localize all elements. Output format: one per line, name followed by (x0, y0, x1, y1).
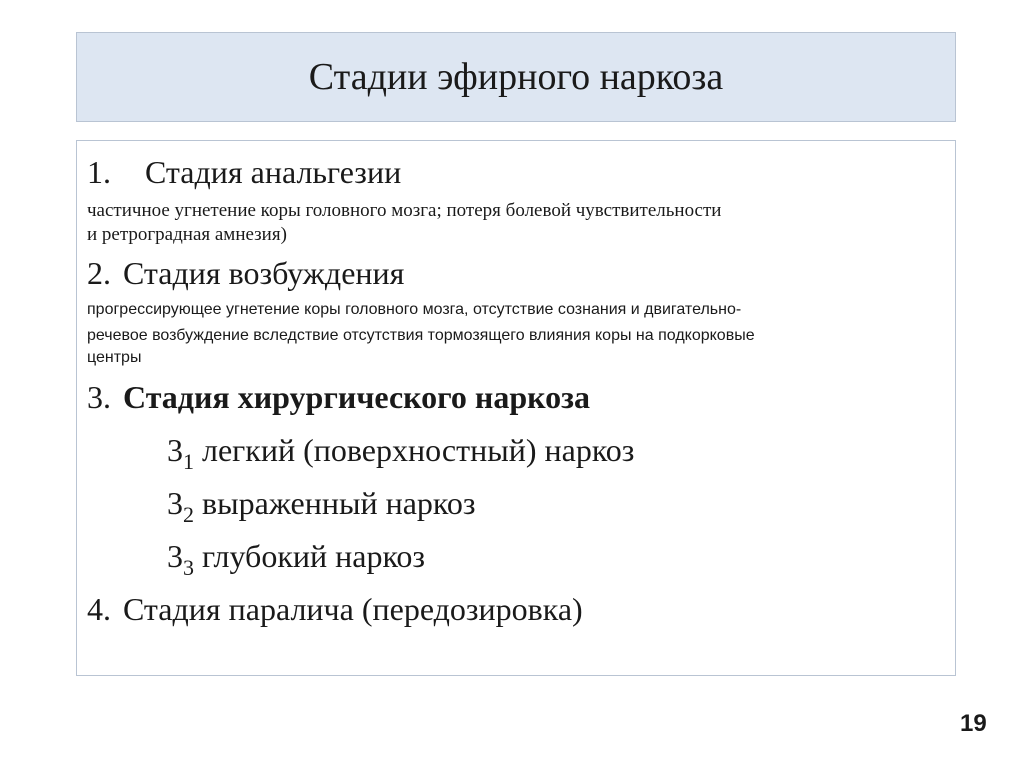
substage-3-3-text: глубокий наркоз (202, 538, 426, 574)
stage-2-heading (87, 255, 404, 291)
stage-2-desc-line-3: центры (87, 349, 142, 366)
stage-4-label: Стадия паралича (передозировка) (123, 591, 583, 627)
stage-2-number: 2. (87, 255, 111, 291)
slide-number: 19 (960, 710, 987, 737)
stage-2-desc-line-2: речевое возбуждение вследствие отсутствия тормозящего влияния коры на подкорковые (87, 327, 755, 344)
substage-3-1 (167, 432, 634, 472)
stage-3-label: Стадия хирургического наркоза (123, 379, 591, 415)
stage-1-label: Стадия анальгезии (145, 154, 402, 190)
substage-3-3-base: 3 (167, 538, 183, 574)
stage-2-label: Стадия возбуждения (123, 255, 405, 291)
stage-2-desc-line-1: прогрессирующее угнетение коры головного мозга, отсутствие сознания и двигательно- (87, 301, 742, 318)
title-box (76, 32, 956, 122)
stage-1-heading (87, 154, 401, 190)
substage-3-2-index: 2 (183, 502, 194, 527)
substage-3-2-text: выраженный наркоз (202, 485, 476, 521)
stage-4-heading (87, 591, 583, 627)
stage-3-heading (87, 379, 590, 415)
substage-3-2-base: 3 (167, 485, 183, 521)
stage-4-number: 4. (87, 591, 111, 627)
substage-3-1-index: 1 (183, 449, 194, 474)
stage-1-number: 1. (87, 154, 111, 190)
slide-title: Стадии эфирного наркоза (308, 56, 724, 98)
substage-3-1-base: 3 (167, 432, 183, 468)
stage-3-number: 3. (87, 379, 111, 415)
substage-3-2 (167, 485, 475, 525)
stage-1-desc-line-2: и ретроградная амнезия) (87, 224, 287, 245)
substage-3-3-index: 3 (183, 555, 194, 580)
substage-3-1-text: легкий (поверхностный) наркоз (202, 432, 635, 468)
substage-3-3 (167, 538, 425, 578)
stage-1-desc-line-1: частичное угнетение коры головного мозга; потеря болевой чувствительности (87, 200, 722, 221)
content-box (76, 140, 956, 676)
